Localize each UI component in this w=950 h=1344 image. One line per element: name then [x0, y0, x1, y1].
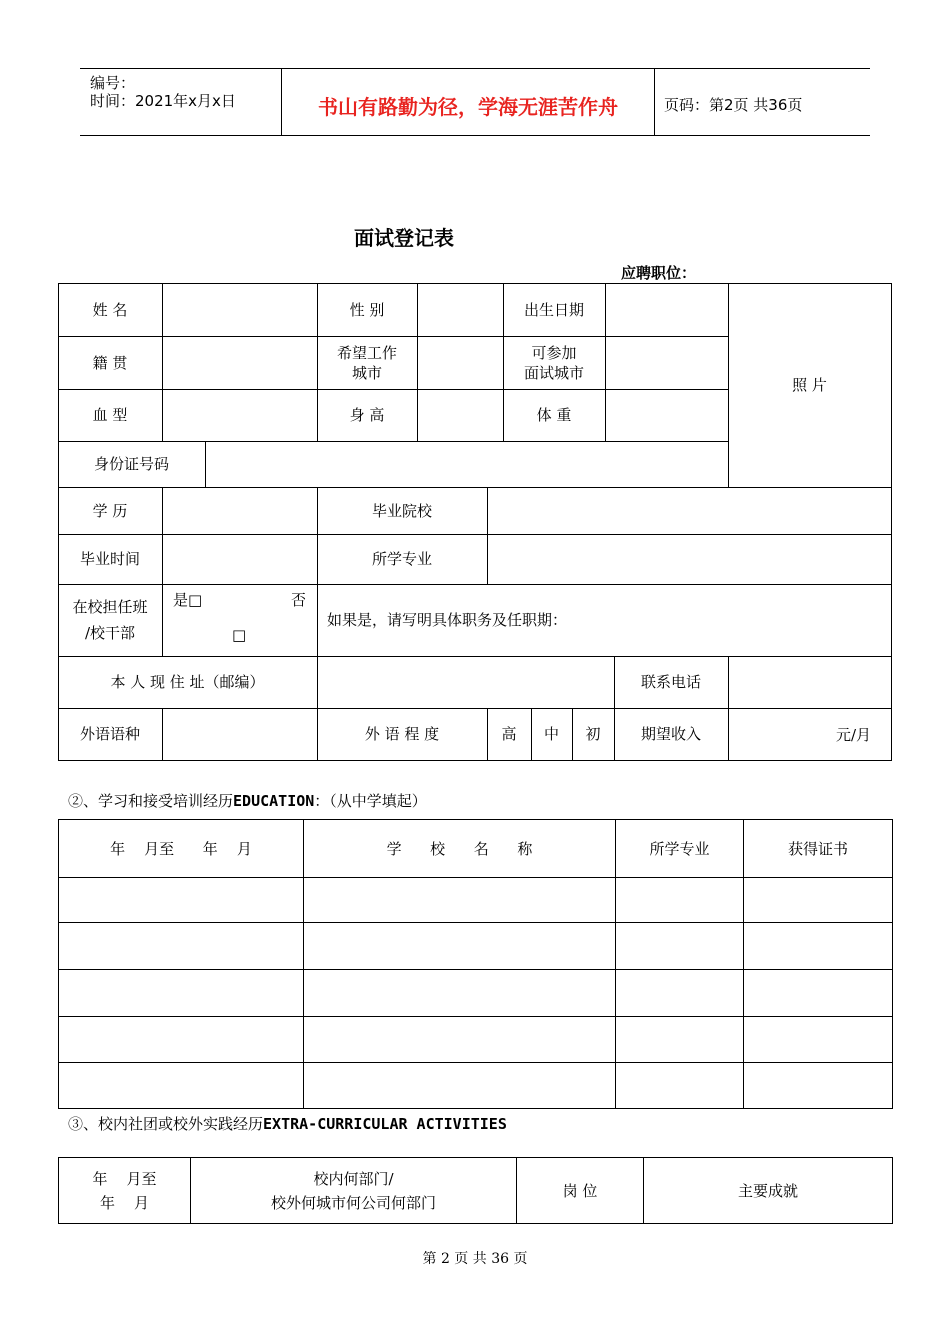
interview-city-line-2: 面试城市 — [523, 363, 584, 382]
work-city-line-2: 城市 — [351, 363, 382, 382]
label-native: 籍 贯 — [92, 353, 128, 372]
header-number: 编号： — [90, 74, 136, 92]
input-gender[interactable] — [418, 284, 503, 336]
position-label: 应聘职位： — [621, 264, 697, 282]
label-lang-level: 外 语 程 度 — [364, 725, 440, 743]
edu-cell[interactable] — [616, 1063, 744, 1109]
photo-box[interactable]: 照 片 — [792, 376, 827, 394]
label-work-city — [317, 336, 417, 389]
section2-title-en: EDUCATION — [233, 792, 315, 810]
input-school[interactable] — [488, 488, 891, 534]
level-low-option[interactable]: 初 — [585, 725, 601, 743]
input-grad-time[interactable] — [163, 535, 317, 584]
cadre-no-label: 否 — [291, 591, 307, 609]
edu-cell[interactable] — [59, 923, 304, 970]
table-row — [59, 923, 893, 970]
edu-cell[interactable] — [304, 923, 616, 970]
label-cadre — [58, 584, 162, 656]
salary-unit: 元/月 — [835, 725, 871, 744]
edu-cell[interactable] — [616, 878, 744, 923]
level-mid-option[interactable]: 中 — [543, 725, 559, 743]
form-title: 面试登记表 — [354, 226, 454, 250]
edu-cell[interactable] — [304, 1063, 616, 1109]
input-native[interactable] — [163, 337, 317, 389]
input-name[interactable] — [163, 284, 317, 336]
edu-cell[interactable] — [304, 970, 616, 1017]
act-dept-line-1: 校内何部门/ — [313, 1169, 394, 1188]
cadre-line-1: 在校担任班 — [72, 598, 148, 616]
input-phone[interactable] — [729, 657, 891, 708]
label-salary: 期望收入 — [640, 725, 701, 743]
interview-city-line-1: 可参加 — [531, 343, 577, 362]
header-motto: 书山有路勤为径，学海无涯苦作舟 — [318, 95, 618, 119]
input-language[interactable] — [163, 709, 317, 760]
label-weight: 体 重 — [536, 406, 572, 424]
page-footer: 第 2 页 共 36 页 — [422, 1251, 528, 1267]
edu-col-cert: 获得证书 — [744, 820, 893, 878]
edu-cell[interactable] — [59, 1017, 304, 1063]
input-birth[interactable] — [606, 284, 728, 336]
edu-cell[interactable] — [744, 923, 893, 970]
act-col-achieve: 主要成就 — [644, 1158, 893, 1224]
act-col-dept — [191, 1158, 517, 1224]
section3-title — [68, 1113, 507, 1134]
header-page: 页码：第2页 共36页 — [664, 96, 803, 114]
act-period-line-2: 年 月 — [99, 1193, 150, 1212]
education-table — [58, 819, 893, 1109]
label-name: 姓 名 — [92, 300, 128, 319]
input-height[interactable] — [418, 390, 503, 441]
act-dept-line-2: 校外何城市何公司何部门 — [270, 1193, 436, 1212]
edu-cell[interactable] — [744, 970, 893, 1017]
label-address: 本 人 现 住 址（邮编） — [110, 673, 265, 691]
input-address[interactable] — [318, 657, 614, 708]
act-period-line-1: 年 月至 — [92, 1169, 157, 1188]
cadre-line-2: /校干部 — [84, 624, 136, 642]
input-work-city[interactable] — [418, 337, 503, 389]
label-birth: 出生日期 — [523, 300, 584, 319]
label-language: 外语语种 — [79, 725, 140, 743]
edu-cell[interactable] — [59, 970, 304, 1017]
label-blood: 血 型 — [92, 406, 128, 424]
section2-title-tail: ：（从中学填起） — [314, 792, 427, 810]
level-high-option[interactable]: 高 — [501, 725, 517, 743]
activities-table — [58, 1157, 893, 1224]
edu-cell[interactable] — [744, 878, 893, 923]
header-time: 时间：2021年x月x日 — [90, 92, 236, 110]
edu-col-school: 学 校 名 称 — [304, 820, 616, 878]
cadre-no-checkbox[interactable]: □ — [232, 626, 247, 644]
input-interview-city[interactable] — [606, 337, 728, 389]
act-col-period — [59, 1158, 191, 1224]
table-row — [59, 970, 893, 1017]
input-weight[interactable] — [606, 390, 728, 441]
label-height: 身 高 — [349, 406, 385, 424]
label-school: 毕业院校 — [371, 501, 432, 520]
input-major[interactable] — [488, 535, 891, 584]
edu-cell[interactable] — [616, 923, 744, 970]
edu-cell[interactable] — [744, 1063, 893, 1109]
edu-cell[interactable] — [59, 878, 304, 923]
input-education[interactable] — [163, 488, 317, 534]
edu-cell[interactable] — [616, 970, 744, 1017]
input-salary[interactable] — [729, 709, 891, 760]
edu-cell[interactable] — [59, 1063, 304, 1109]
edu-col-major: 所学专业 — [616, 820, 744, 878]
act-col-post: 岗 位 — [517, 1158, 644, 1224]
table-row — [59, 1017, 893, 1063]
table-row — [59, 1063, 893, 1109]
label-grad-time: 毕业时间 — [79, 550, 140, 568]
label-education: 学 历 — [92, 501, 128, 520]
label-interview-city — [503, 336, 605, 389]
label-gender: 性 别 — [349, 300, 385, 319]
section3-title-en: EXTRA-CURRICULAR ACTIVITIES — [263, 1115, 507, 1133]
edu-cell[interactable] — [304, 1017, 616, 1063]
edu-cell[interactable] — [744, 1017, 893, 1063]
label-major: 所学专业 — [371, 550, 432, 568]
work-city-line-1: 希望工作 — [336, 343, 397, 362]
edu-cell[interactable] — [304, 878, 616, 923]
cadre-yes-checkbox[interactable]: 是□ — [173, 591, 203, 609]
label-phone: 联系电话 — [640, 673, 701, 691]
section2-title-cn: ②、学习和接受培训经历 — [68, 792, 234, 810]
edu-cell[interactable] — [616, 1017, 744, 1063]
table-row — [59, 878, 893, 923]
label-id-number: 身份证号码 — [93, 455, 169, 473]
section3-title-cn: ③、校内社团或校外实践经历 — [68, 1115, 264, 1133]
input-blood[interactable] — [163, 390, 317, 441]
edu-col-period: 年 月至 年 月 — [59, 820, 304, 878]
section2-title — [68, 790, 427, 811]
cadre-detail[interactable]: 如果是，请写明具体职务及任职期： — [327, 611, 568, 629]
input-id-number[interactable] — [206, 442, 728, 487]
